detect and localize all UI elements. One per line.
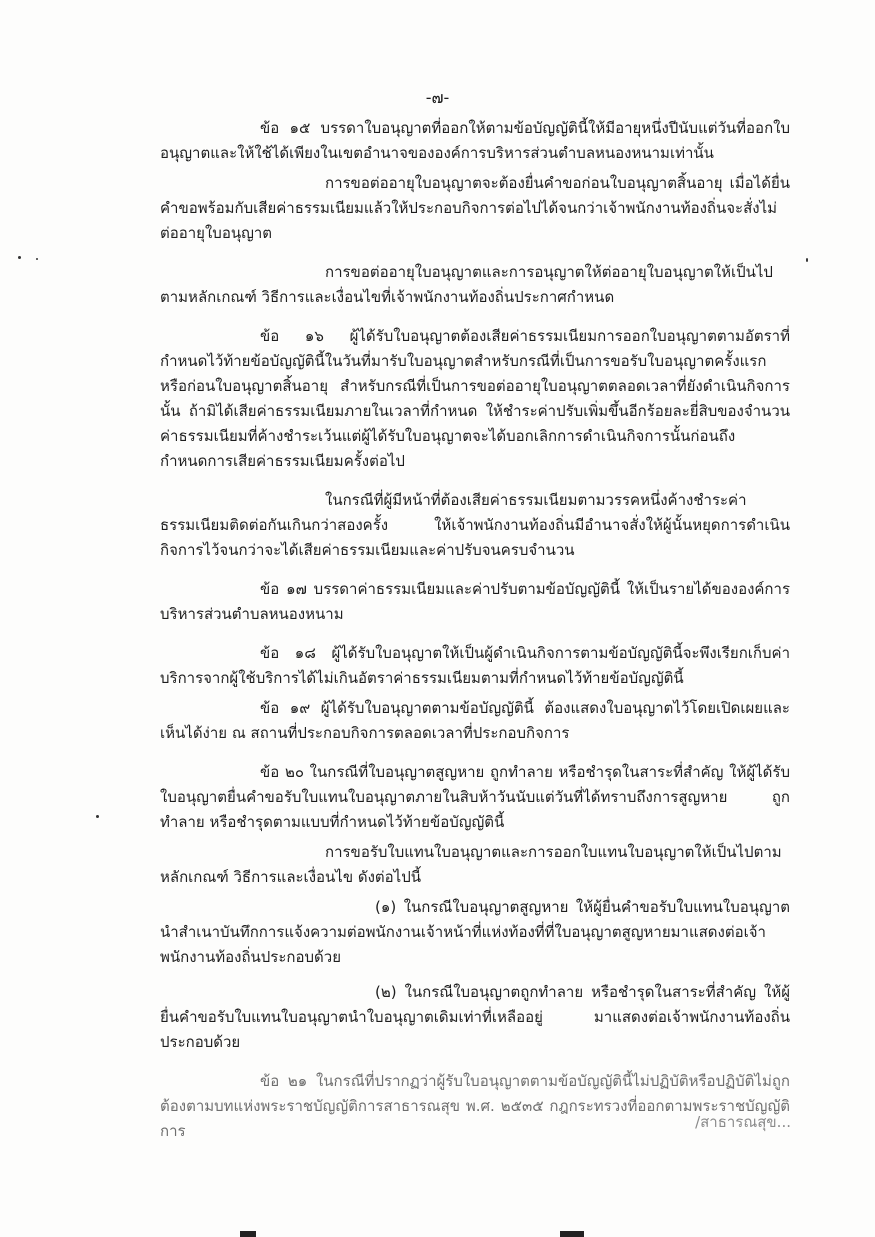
paragraph-item-2: (๒) ในกรณีใบอนุญาตถูกทำลาย หรือชำรุดในสาระที่สำคัญ ให้ผู้ยื่นคำขอรับใบแทนใบอนุญาตนำใบอนุญาตเดิมเท่าที่เหลืออยู่ มาแสดงต่อเจ้าพนักงานท้องถิ่นประกอบด้วย — [160, 983, 790, 1051]
paragraph-renewal-criteria: การขอต่ออายุใบอนุญาตและการอนุญาตให้ต่ออายุใบอนุญาตให้เป็นไปตามหลักเกณฑ์ วิธีการและเงื่อนไขที่เจ้าพนักงานท้องถิ่นประกาศกำหนด — [160, 263, 773, 306]
paragraph-clause-18: ข้อ ๑๘ ผู้ได้รับใบอนุญาตให้เป็นผู้ดำเนินกิจการตามข้อบัญญัตินี้จะพึงเรียกเก็บค่าบริการจากผู้ใช้บริการได้ไม่เกินอัตราค่าธรรมเนียมตามที่กำหนดไว้ท้ายข้อบัญญัตินี้ — [160, 644, 790, 687]
paragraph-clause-17: ข้อ ๑๗ บรรดาค่าธรรมเนียมและค่าปรับตามข้อบัญญัตินี้ ให้เป็นรายได้ขององค์การบริหารส่วนตำบลหนองหนาม — [160, 580, 790, 623]
paragraph-replacement-criteria: การขอรับใบแทนใบอนุญาตและการออกใบแทนใบอนุญาตให้เป็นไปตามหลักเกณฑ์ วิธีการและเงื่อนไข ดังต่อไปนี้ — [160, 843, 782, 886]
document-body — [160, 116, 790, 1144]
paragraph-clause-21: ข้อ ๒๑ ในกรณีที่ปรากฏว่าผู้รับใบอนุญาตตามข้อบัญญัตินี้ไม่ปฏิบัติหรือปฏิบัติไม่ถูกต้องตามบทแห่งพระราชบัญญัติการสาธารณสุข พ.ศ. ๒๕๓๕ กฎกระทรวงที่ออกตามพระราชบัญญัติการ — [160, 1072, 790, 1140]
page-number: -๗- — [425, 88, 450, 107]
continuation-marker: /สาธารณสุข... — [695, 1113, 791, 1131]
scan-speck — [18, 256, 21, 259]
scan-speck — [36, 258, 38, 260]
paragraph-overdue-fees: ในกรณีที่ผู้มีหน้าที่ต้องเสียค่าธรรมเนียมตามวรรคหนึ่งค้างชำระค่าธรรมเนียมติดต่อกันเกินกว่าสองครั้ง ให้เจ้าพนักงานท้องถิ่นมีอำนาจสั่งให้ผู้นั้นหยุดการดำเนินกิจการไว้จนกว่าจะได้เสียค่าธรรมเนียมและค่าปรับจนครบจำนวน — [160, 491, 790, 559]
paragraph-renewal-request: การขอต่ออายุใบอนุญาตจะต้องยื่นคำขอก่อนใบอนุญาตสิ้นอายุ เมื่อได้ยื่นคำขอพร้อมกับเสียค่าธรรมเนียมแล้วให้ประกอบกิจการต่อไปได้จนกว่าเจ้าพนักงานท้องถิ่นจะสั่งไม่ต่ออายุใบอนุญาต — [160, 174, 790, 242]
paragraph-clause-16: ข้อ ๑๖ ผู้ได้รับใบอนุญาตต้องเสียค่าธรรมเนียมการออกใบอนุญาตตามอัตราที่กำหนดไว้ท้ายข้อบัญญัตินี้ในวันที่มารับใบอนุญาตสำหรับกรณีที่เป็นการขอรับใบอนุญาตครั้งแรก หรือก่อนใบอนุญาตสิ้นอายุ สำหรับกรณีที่เป็นการขอต่ออายุใบอนุญาตตลอดเวลาที่ยังดำเนินกิจการนั้น ถ้ามิได้เสียค่าธรรมเนียมภายในเวลาที่กำหนด ให้ชำระค่าปรับเพิ่มขึ้นอีกร้อยละยี่สิบของจำนวนค่าธรรมเนียมที่ค้างชำระเว้นแต่ผู้ได้รับใบอนุญาตจะได้บอกเลิกการดำเนินกิจการนั้นก่อนถึงกำหนดการเสียค่าธรรมเนียมครั้งต่อไป — [160, 327, 790, 470]
paragraph-clause-19: ข้อ ๑๙ ผู้ได้รับใบอนุญาตตามข้อบัญญัตินี้ ต้องแสดงใบอนุญาตไว้โดยเปิดเผยและเห็นได้ง่าย ณ สถานที่ประกอบกิจการตลอดเวลาที่ประกอบกิจการ — [160, 699, 790, 742]
paragraph-clause-15: ข้อ ๑๕ บรรดาใบอนุญาตที่ออกให้ตามข้อบัญญัตินี้ให้มีอายุหนึ่งปีนับแต่วันที่ออกใบอนุญาตและให้ใช้ได้เพียงในเขตอำนาจขององค์การบริหารส่วนตำบลหนองหนามเท่านั้น — [160, 119, 790, 162]
paragraph-clause-20: ข้อ ๒๐ ในกรณีที่ใบอนุญาตสูญหาย ถูกทำลาย หรือชำรุดในสาระที่สำคัญ ให้ผู้ได้รับใบอนุญาตยื่นคำขอรับใบแทนใบอนุญาตภายในสิบห้าวันนับแต่วันที่ได้ทราบถึงการสูญหาย ถูกทำลาย หรือชำรุดตามแบบที่กำหนดไว้ท้ายข้อบัญญัตินี้ — [160, 763, 790, 831]
scan-edge-mark — [240, 1231, 256, 1237]
scan-edge-mark — [560, 1231, 584, 1237]
scan-speck — [806, 258, 808, 262]
scan-speck — [96, 815, 99, 818]
paragraph-item-1: (๑) ในกรณีใบอนุญาตสูญหาย ให้ผู้ยื่นคำขอรับใบแทนใบอนุญาตนำสำเนาบันทึกการแจ้งความต่อพนักงานเจ้าหน้าที่แห่งท้องที่ที่ใบอนุญาตสูญหายมาแสดงต่อเจ้าพนักงานท้องถิ่นประกอบด้วย — [160, 898, 790, 966]
